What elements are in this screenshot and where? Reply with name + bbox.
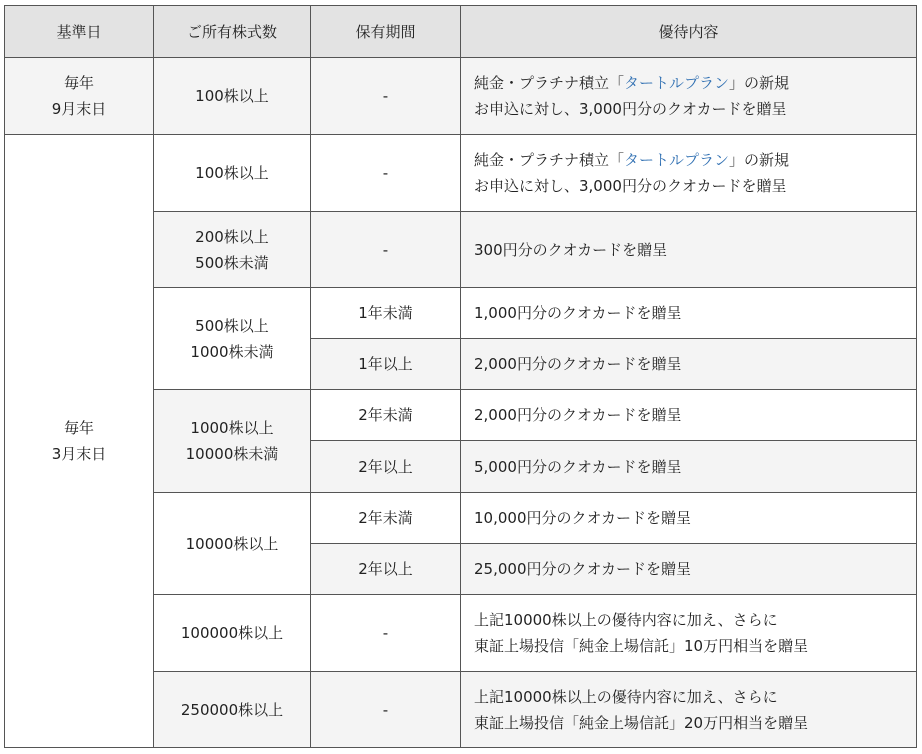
benefit-text: 純金・プラチナ積立「 [474, 151, 625, 169]
period-cell: - [311, 135, 461, 212]
period-cell: - [311, 595, 461, 672]
turtle-plan-link[interactable]: タートルプラン [624, 151, 730, 169]
shares-line: 1000株未満 [190, 342, 274, 361]
shares-cell: 250000株以上 [154, 672, 311, 748]
header-benefit: 優待内容 [461, 6, 917, 58]
period-cell: 2年以上 [311, 441, 461, 493]
shares-cell [154, 288, 311, 390]
benefit-line: お申込に対し、3,000円分のクオカードを贈呈 [474, 177, 787, 195]
benefit-line: 東証上場投信「純金上場信託」20万円相当を贈呈 [474, 713, 809, 732]
shares-cell [154, 390, 311, 493]
benefit-cell [461, 595, 917, 672]
turtle-plan-link[interactable]: タートルプラン [624, 74, 730, 92]
date-line: 毎年 [63, 74, 94, 92]
shares-line: 200株以上 [195, 227, 269, 246]
header-date: 基準日 [5, 6, 154, 58]
benefit-line: 上記10000株以上の優待内容に加え、さらに [474, 687, 778, 706]
period-cell: 1年以上 [311, 339, 461, 390]
benefit-cell [461, 58, 917, 135]
period-cell: 1年未満 [311, 288, 461, 339]
benefit-line [474, 147, 916, 173]
shareholder-benefits-table [4, 5, 917, 748]
benefit-line: お申込に対し、3,000円分のクオカードを贈呈 [474, 100, 787, 118]
benefit-line [474, 70, 916, 96]
benefit-cell: 5,000円分のクオカードを贈呈 [461, 441, 917, 493]
shares-line: 500株以上 [195, 316, 269, 335]
benefit-line: 上記10000株以上の優待内容に加え、さらに [474, 611, 778, 629]
shares-line: 10000株未満 [185, 445, 279, 463]
benefit-cell: 2,000円分のクオカードを贈呈 [461, 339, 917, 390]
date-line: 3月末日 [51, 445, 107, 463]
date-cell-sep [5, 58, 154, 135]
period-cell: - [311, 672, 461, 748]
date-line: 毎年 [63, 419, 94, 437]
shares-line: 500株未満 [195, 253, 269, 272]
shares-cell: 100000株以上 [154, 595, 311, 672]
benefit-cell [461, 135, 917, 212]
header-shares: ご所有株式数 [154, 6, 311, 58]
period-cell: - [311, 58, 461, 135]
table-row [5, 135, 917, 212]
benefit-cell: 300円分のクオカードを贈呈 [461, 212, 917, 288]
shares-line: 1000株以上 [190, 419, 274, 437]
shares-cell: 10000株以上 [154, 493, 311, 595]
benefit-text: 」の新規 [729, 151, 790, 169]
shares-cell: 100株以上 [154, 135, 311, 212]
benefit-line: 東証上場投信「純金上場信託」10万円相当を贈呈 [474, 637, 809, 655]
date-line: 9月末日 [51, 100, 107, 118]
period-cell: 2年以上 [311, 544, 461, 595]
benefit-cell: 25,000円分のクオカードを贈呈 [461, 544, 917, 595]
shares-cell: 100株以上 [154, 58, 311, 135]
shares-cell [154, 212, 311, 288]
period-cell: - [311, 212, 461, 288]
table-row-sep [5, 58, 917, 135]
date-cell-mar [5, 135, 154, 748]
period-cell: 2年未満 [311, 390, 461, 441]
period-cell: 2年未満 [311, 493, 461, 544]
header-row [5, 6, 917, 58]
benefit-cell: 10,000円分のクオカードを贈呈 [461, 493, 917, 544]
benefit-text: 」の新規 [729, 74, 790, 92]
benefit-text: 純金・プラチナ積立「 [474, 74, 625, 92]
benefit-cell [461, 672, 917, 748]
benefit-cell: 2,000円分のクオカードを贈呈 [461, 390, 917, 441]
benefit-cell: 1,000円分のクオカードを贈呈 [461, 288, 917, 339]
header-period: 保有期間 [311, 6, 461, 58]
